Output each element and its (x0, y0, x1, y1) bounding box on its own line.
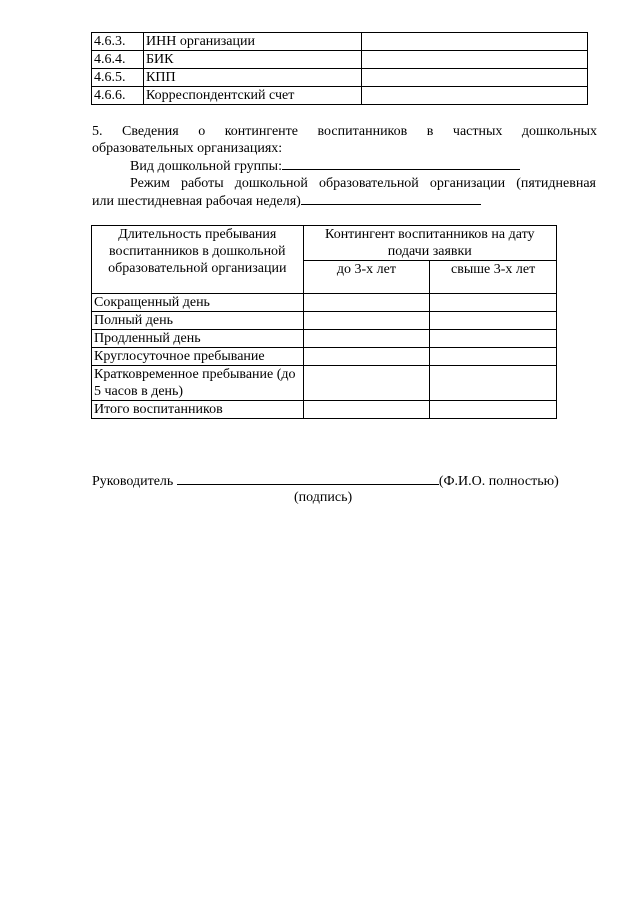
duration-header: Длительность пребывания воспитанников в дошкольной образовательной организации (92, 226, 304, 294)
row-label: Полный день (92, 312, 304, 330)
mode-blank[interactable] (301, 192, 481, 205)
table-row (92, 312, 557, 330)
row-label: Сокращенный день (92, 294, 304, 312)
table-row (92, 87, 588, 105)
section5-heading-cont: образовательных организациях: (92, 141, 283, 156)
cell-over-3[interactable] (430, 330, 557, 348)
header-row (92, 226, 557, 261)
table-row (92, 51, 588, 69)
table-row (92, 294, 557, 312)
signature-blank[interactable] (177, 472, 439, 485)
group-type-blank[interactable] (282, 157, 520, 170)
section5-heading: 5. Сведения о контингенте воспитанников в частных дошкольных (92, 124, 597, 139)
cell-over-3[interactable] (430, 348, 557, 366)
row-label: Корреспондентский счет (144, 87, 362, 105)
table-row (92, 330, 557, 348)
signature-caption: (подпись) (294, 490, 353, 505)
table-row (92, 366, 557, 401)
table-row (92, 33, 588, 51)
cell-over-3[interactable] (430, 366, 557, 401)
row-value (362, 33, 588, 51)
under-3-header: до 3-х лет (303, 261, 430, 294)
row-label: Круглосуточное пребывание (92, 348, 304, 366)
cell-under-3[interactable] (303, 312, 430, 330)
row-value (362, 69, 588, 87)
contingent-header: Контингент воспитанников на дату подачи заявки (303, 226, 556, 261)
row-number: 4.6.3. (92, 33, 144, 51)
cell-over-3[interactable] (430, 294, 557, 312)
row-label: ИНН организации (144, 33, 362, 51)
signature-line (92, 472, 582, 490)
group-type-label: Вид дошкольной группы: (130, 159, 282, 174)
cell-under-3[interactable] (303, 366, 430, 401)
group-type-line (130, 157, 550, 175)
row-label: Кратковременное пребывание (до 5 часов в день) (92, 366, 304, 401)
row-label: Итого воспитанников (92, 401, 304, 419)
cell-over-3[interactable] (430, 401, 557, 419)
row-label: КПП (144, 69, 362, 87)
table-row (92, 348, 557, 366)
cell-under-3[interactable] (303, 294, 430, 312)
row-number: 4.6.5. (92, 69, 144, 87)
mode-line-cont (92, 192, 597, 210)
cell-over-3[interactable] (430, 312, 557, 330)
row-number: 4.6.4. (92, 51, 144, 69)
table-row (92, 401, 557, 419)
row-label: БИК (144, 51, 362, 69)
signature-label: Руководитель (92, 474, 174, 489)
mode-label: или шестидневная рабочая неделя) (92, 194, 301, 209)
row-value (362, 51, 588, 69)
row-label: Продленный день (92, 330, 304, 348)
requisites-table (91, 32, 588, 105)
row-number: 4.6.6. (92, 87, 144, 105)
contingent-table (91, 225, 557, 419)
row-value (362, 87, 588, 105)
cell-under-3[interactable] (303, 330, 430, 348)
cell-under-3[interactable] (303, 348, 430, 366)
signature-suffix: (Ф.И.О. полностью) (438, 474, 559, 489)
over-3-header: свыше 3-х лет (430, 261, 557, 294)
table-row (92, 69, 588, 87)
cell-under-3[interactable] (303, 401, 430, 419)
mode-line: Режим работы дошкольной образовательной организации (пятидневная (130, 176, 596, 191)
